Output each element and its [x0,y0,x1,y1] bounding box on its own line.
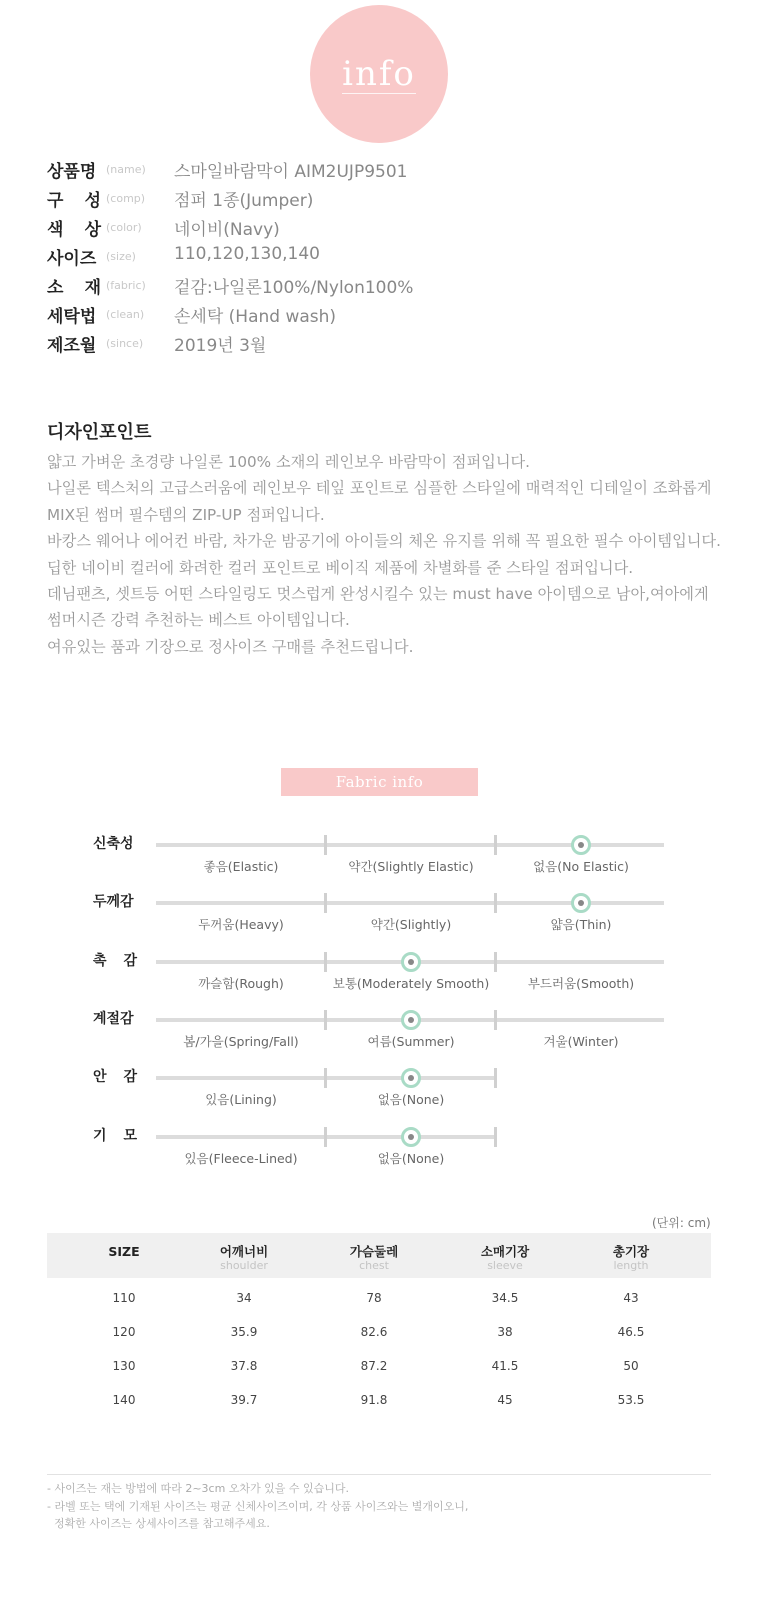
fabric-scale-option: 봄/가을(Spring/Fall) [183,1033,299,1049]
spec-value: 겉감:나일론100%/Nylon100% [174,278,414,298]
table-cell: 38 [497,1325,513,1339]
fabric-scale-row [0,833,780,883]
label-char: 촉 [93,952,107,969]
fabric-scale-divider [494,1068,497,1088]
size-table-header-label: 어깨너비 [219,1244,269,1259]
label-char: 성 [84,191,101,211]
footnote-divider [47,1474,711,1475]
spec-label: 제조월 [47,336,97,356]
fabric-scale-label: 계절감 [93,1010,134,1027]
table-cell: 91.8 [360,1393,388,1407]
fabric-scale-row [0,1066,780,1116]
table-cell: 35.9 [230,1325,258,1339]
table-cell: 37.8 [230,1359,258,1373]
table-cell: 53.5 [617,1393,645,1407]
fabric-scale-marker [571,893,591,913]
size-table-header-sublabel: chest [359,1259,389,1272]
fabric-scale-option: 없음(None) [377,1150,445,1166]
label-char: 색 [47,220,64,240]
info-badge [310,5,448,143]
spec-sublabel: (clean) [106,308,145,321]
table-cell: 50 [623,1359,639,1373]
fabric-info-title: Fabric info [335,773,424,791]
fabric-scale-divider [494,952,497,972]
label-char: 감 [123,1069,137,1086]
table-row [47,1282,711,1316]
size-table-header-cell [445,1244,565,1272]
spec-label [47,186,101,211]
fabric-scale-divider [324,1127,327,1147]
footnotes [47,1480,468,1533]
fabric-scale-option: 두꺼움(Heavy) [198,917,284,933]
fabric-scale-option: 겨울(Winter) [543,1033,619,1049]
footnote-line: - 사이즈는 재는 방법에 따라 2~3cm 오차가 있을 수 있습니다. [47,1482,350,1495]
footnote-line: - 라벨 또는 택에 기재된 사이즈는 평균 신체사이즈이며, 각 상품 사이즈와는 별개이오니, [47,1499,469,1513]
label-char: 기 [93,1127,107,1144]
fabric-scale-option: 보통(Moderately Smooth) [332,975,490,991]
table-cell: 41.5 [491,1359,519,1373]
label-char: 재 [84,278,101,298]
label-char: 안 [93,1069,107,1086]
size-table-header-label: 가슴둘레 [349,1244,399,1259]
spec-sublabel: (fabric) [106,279,146,292]
size-table-body [47,1282,711,1418]
label-char: 모 [123,1127,137,1144]
fabric-scale-divider [494,1127,497,1147]
table-cell: 43 [623,1291,639,1305]
spec-value: 손세탁 (Hand wash) [174,307,337,327]
size-table-header-sublabel: length [613,1259,649,1272]
label-char: 구 [47,191,64,211]
fabric-scale-row [0,1125,780,1175]
fabric-scale-option: 있음(Lining) [205,1092,277,1108]
table-cell: 130 [112,1359,136,1373]
fabric-scale-divider [324,1010,327,1030]
table-cell: 34.5 [491,1291,519,1305]
spec-sublabel: (size) [106,250,136,263]
size-table-header-sublabel: sleeve [487,1259,523,1272]
fabric-scale-marker [401,1068,421,1088]
spec-value: 110,120,130,140 [174,244,321,264]
fabric-scale-option: 좋음(Elastic) [203,859,279,874]
info-title: info [342,53,416,94]
design-point-title: 디자인포인트 [47,422,152,443]
fabric-scale-option: 여름(Summer) [367,1033,455,1049]
fabric-scale-divider [324,952,327,972]
size-unit-note: (단위: cm) [652,1216,711,1230]
table-cell: 46.5 [617,1325,645,1339]
spec-value: 네이비(Navy) [174,220,280,240]
size-table-header-label: SIZE [108,1244,140,1259]
fabric-scale-marker [571,835,591,855]
design-point-line: 나일론 텍스처의 고급스러움에 레인보우 테잎 포인트로 심플한 스타일에 매력적인 디테일이 조화롭게 [47,479,712,498]
table-cell: 39.7 [230,1393,258,1407]
spec-value: 스마일바람막이 AIM2UJP9501 [174,162,408,182]
size-table-header-label: 소매기장 [480,1244,530,1259]
label-char: 감 [123,952,137,969]
table-cell: 78 [366,1291,382,1305]
spec-sublabel: (since) [106,337,144,350]
size-table-header-sublabel: shoulder [220,1259,268,1272]
table-cell: 45 [497,1393,513,1407]
design-point-line: 얇고 가벼운 초경량 나일론 100% 소재의 레인보우 바람막이 점퍼입니다. [47,453,530,471]
label-char: 상 [84,220,101,240]
table-cell: 82.6 [360,1325,388,1339]
size-table-header-label: 총기장 [612,1244,650,1259]
fabric-scale-option: 없음(None) [377,1092,445,1108]
fabric-scale-label [93,1125,137,1145]
fabric-scale-marker [401,1127,421,1147]
design-point-line: MIX된 썸머 필수템의 ZIP-UP 점퍼입니다. [47,505,325,524]
spec-value: 2019년 3월 [174,336,267,356]
fabric-info-banner [281,768,478,796]
fabric-scale-option: 얇음(Thin) [550,917,612,933]
fabric-scale-divider [494,893,497,913]
fabric-scale-marker [401,952,421,972]
table-cell: 87.2 [360,1359,388,1373]
spec-sublabel: (color) [106,221,142,234]
design-point-line: 여유있는 품과 기장으로 정사이즈 구매를 추천드립니다. [47,637,414,656]
table-cell: 34 [236,1291,252,1305]
size-table-header-cell [184,1244,304,1272]
fabric-scale-row [0,891,780,941]
fabric-scale-row [0,950,780,1000]
design-point-line: 데님팬츠, 셋트등 어떤 스타일링도 멋스럽게 완성시킬수 있는 must have 아이템으로 남아,여아에게 [47,585,709,604]
table-row [47,1384,711,1418]
fabric-scale-marker [401,1010,421,1030]
size-table-header-cell [64,1244,184,1260]
table-row [47,1316,711,1350]
fabric-scale-option: 없음(No Elastic) [533,859,629,874]
table-cell: 120 [112,1325,136,1339]
size-table-header-cell [314,1244,434,1272]
design-point-line: 썸머시즌 강력 추천하는 베스트 아이템입니다. [47,611,350,630]
spec-label: 사이즈 [47,249,97,269]
spec-label [47,273,101,298]
design-point-line: 딥한 네이비 컬러에 화려한 컬러 포인트로 베이직 제품에 차별화를 준 스타일 점퍼입니다. [47,558,634,577]
table-row [47,1350,711,1384]
size-table-header-cell [571,1244,691,1272]
fabric-scale-option: 부드러움(Smooth) [527,975,635,991]
footnote-line: 정확한 사이즈는 상세사이즈를 참고해주세요. [47,1517,270,1530]
fabric-scale-divider [494,1010,497,1030]
spec-value: 점퍼 1종(Jumper) [174,191,314,211]
fabric-scale-label: 신축성 [93,836,134,852]
table-cell: 110 [112,1291,136,1305]
design-point-line: 바캉스 웨어나 에어컨 바람, 차가운 밤공기에 아이들의 체온 유지를 위해 꼭 필요한 필수 아이템입니다. [47,532,721,551]
design-point-text [47,449,747,660]
spec-label [47,215,101,240]
fabric-scale-label [93,950,137,970]
fabric-scale-divider [324,1068,327,1088]
fabric-scale-option: 약간(Slightly Elastic) [348,859,474,874]
size-table-header [47,1233,711,1278]
fabric-scale-label: 두께감 [93,894,134,911]
fabric-scale-divider [324,893,327,913]
spec-sublabel: (name) [106,163,146,176]
fabric-scale-option: 까슬함(Rough) [198,975,284,991]
fabric-scale-option: 약간(Slightly) [370,917,452,933]
spec-label: 상품명 [47,162,97,182]
fabric-scale-label [93,1066,137,1086]
fabric-scale-divider [324,835,327,855]
spec-label: 세탁법 [47,307,97,327]
fabric-scale-divider [494,835,497,855]
fabric-scale-option: 있음(Fleece-Lined) [184,1150,298,1166]
fabric-scale-row [0,1008,780,1058]
label-char: 소 [47,278,64,298]
spec-sublabel: (comp) [106,192,146,205]
table-cell: 140 [112,1393,136,1407]
